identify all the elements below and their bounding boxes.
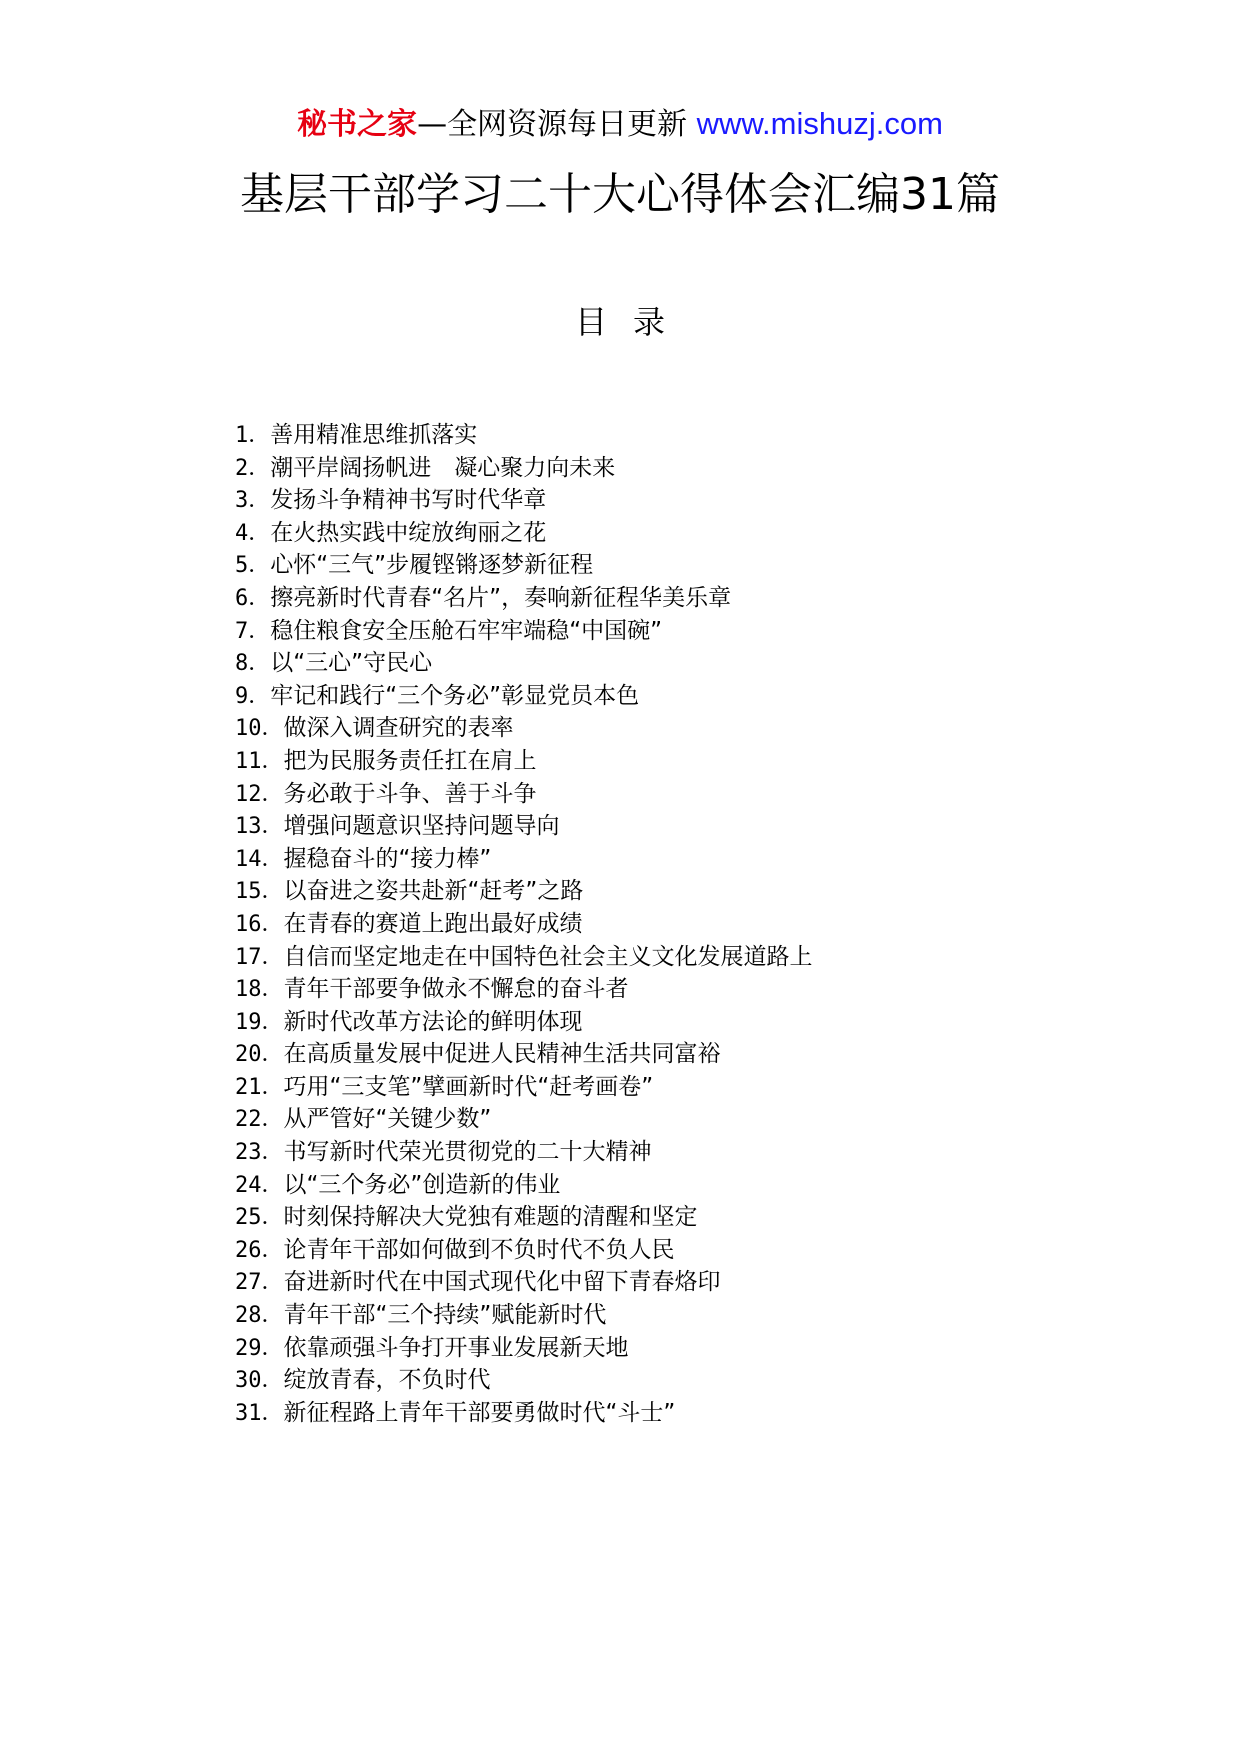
toc-item-title: 时刻保持解决大党独有难题的清醒和坚定 bbox=[283, 1204, 698, 1231]
toc-item-number: 5． bbox=[235, 553, 271, 579]
toc-item-title: 握稳奋斗的“接力棒” bbox=[283, 845, 492, 872]
toc-item bbox=[235, 908, 813, 941]
toc-item-title: 新时代改革方法论的鲜明体现 bbox=[283, 1008, 583, 1035]
toc-item-title: 在高质量发展中促进人民精神生活共同富裕 bbox=[283, 1041, 721, 1068]
toc-item-title: 务必敢于斗争、善于斗争 bbox=[283, 780, 537, 807]
toc-item bbox=[235, 582, 813, 615]
toc-heading: 目录 bbox=[574, 303, 691, 341]
toc-item bbox=[235, 1103, 813, 1136]
site-brand: 秘书之家 bbox=[297, 107, 418, 142]
toc-item-title: 在火热实践中绽放绚丽之花 bbox=[270, 519, 547, 546]
toc-item-title: 心怀“三气”步履铿锵逐梦新征程 bbox=[270, 552, 594, 579]
toc-item-number: 31． bbox=[235, 1400, 284, 1426]
toc-item-title: 以奋进之姿共赴新“赶考”之路 bbox=[283, 878, 584, 905]
toc-item-title: 潮平岸阔扬帆进 凝心聚力向未来 bbox=[270, 454, 616, 481]
toc-item bbox=[235, 778, 813, 811]
toc-item bbox=[235, 419, 813, 452]
toc-item-number: 26． bbox=[235, 1237, 284, 1263]
toc-item-number: 16． bbox=[235, 911, 284, 937]
toc-item-number: 9． bbox=[235, 683, 271, 709]
toc-item-title: 以“三个务必”创造新的伟业 bbox=[283, 1171, 561, 1198]
toc-item bbox=[235, 1234, 813, 1267]
toc-item-number: 24． bbox=[235, 1172, 284, 1198]
toc-item bbox=[235, 810, 813, 843]
toc-item bbox=[235, 1201, 813, 1234]
toc-item-title: 牢记和践行“三个务必”彰显党员本色 bbox=[270, 682, 640, 709]
toc-item-title: 青年干部要争做永不懈怠的奋斗者 bbox=[283, 976, 629, 1003]
toc-item-number: 7． bbox=[235, 618, 271, 644]
toc-item-title: 绽放青春，不负时代 bbox=[283, 1367, 491, 1394]
toc-item-number: 21． bbox=[235, 1074, 284, 1100]
toc-item bbox=[235, 712, 813, 745]
toc-item-title: 擦亮新时代青春“名片”，奏响新征程华美乐章 bbox=[270, 584, 732, 611]
toc-item-number: 14． bbox=[235, 846, 284, 872]
toc-item-number: 30． bbox=[235, 1368, 284, 1394]
toc-item bbox=[235, 875, 813, 908]
toc-item-number: 23． bbox=[235, 1140, 284, 1166]
toc-item-number: 18． bbox=[235, 977, 284, 1003]
toc-item-number: 10． bbox=[235, 716, 284, 742]
toc-item bbox=[235, 1266, 813, 1299]
toc-item bbox=[235, 615, 813, 648]
toc-item-title: 发扬斗争精神书写时代华章 bbox=[270, 487, 547, 514]
site-header bbox=[0, 102, 1240, 147]
toc-item bbox=[235, 1038, 813, 1071]
toc-item-title: 增强问题意识坚持问题导向 bbox=[283, 813, 560, 840]
toc-item-title: 依靠顽强斗争打开事业发展新天地 bbox=[283, 1334, 629, 1361]
toc-item-title: 从严管好“关键少数” bbox=[283, 1106, 492, 1133]
document-title: 基层干部学习二十大心得体会汇编31篇 bbox=[240, 169, 1000, 220]
toc-item-number: 1． bbox=[235, 423, 271, 448]
toc-item-title: 把为民服务责任扛在肩上 bbox=[283, 747, 537, 774]
toc-item-title: 善用精准思维抓落实 bbox=[270, 422, 478, 448]
toc-item bbox=[235, 1169, 813, 1202]
toc-item-title: 自信而坚定地走在中国特色社会主义文化发展道路上 bbox=[283, 943, 813, 970]
toc-item-number: 12． bbox=[235, 781, 284, 807]
toc-item-title: 青年干部“三个持续”赋能新时代 bbox=[283, 1302, 607, 1329]
toc-item-title: 奋进新时代在中国式现代化中留下青春烙印 bbox=[283, 1269, 721, 1296]
toc-item-number: 25． bbox=[235, 1205, 284, 1231]
toc-item bbox=[235, 549, 813, 582]
toc-item-number: 11． bbox=[235, 748, 284, 774]
toc-item bbox=[235, 1299, 813, 1332]
toc-item-title: 稳住粮食安全压舱石牢牢端稳“中国碗” bbox=[270, 617, 663, 644]
toc-item-number: 19． bbox=[235, 1009, 284, 1035]
toc-item bbox=[235, 1006, 813, 1039]
toc-item bbox=[235, 647, 813, 680]
toc-item-number: 20． bbox=[235, 1042, 284, 1068]
toc-item bbox=[235, 1364, 813, 1397]
toc-item bbox=[235, 517, 813, 550]
toc-item bbox=[235, 680, 813, 713]
toc-item-number: 6． bbox=[235, 585, 271, 611]
toc-item bbox=[235, 973, 813, 1006]
toc-item bbox=[235, 484, 813, 517]
toc-item-title: 巧用“三支笔”擘画新时代“赶考画卷” bbox=[283, 1073, 654, 1100]
toc-item-number: 4． bbox=[235, 520, 271, 546]
toc-item-number: 28． bbox=[235, 1303, 284, 1329]
toc-item-number: 8． bbox=[235, 651, 271, 677]
toc-item bbox=[235, 843, 813, 876]
toc-item-title: 在青春的赛道上跑出最好成绩 bbox=[283, 910, 583, 937]
site-slogan: —全网资源每日更新 bbox=[417, 107, 688, 142]
toc-item-number: 13． bbox=[235, 814, 284, 840]
toc-item-number: 29． bbox=[235, 1335, 284, 1361]
toc-item-title: 以“三心”守民心 bbox=[270, 650, 433, 677]
toc-item-number: 17． bbox=[235, 944, 284, 970]
toc-item bbox=[235, 1397, 813, 1430]
toc-item bbox=[235, 452, 813, 485]
toc-item-title: 新征程路上青年干部要勇做时代“斗士” bbox=[283, 1399, 676, 1426]
toc-item-number: 15． bbox=[235, 879, 284, 905]
toc-item-number: 3． bbox=[235, 488, 271, 514]
toc-item bbox=[235, 745, 813, 778]
toc-item bbox=[235, 1136, 813, 1169]
toc-item-title: 书写新时代荣光贯彻党的二十大精神 bbox=[283, 1139, 652, 1166]
site-url-link[interactable]: www.mishuzj.com bbox=[696, 106, 943, 141]
toc-item-title: 做深入调查研究的表率 bbox=[283, 715, 514, 742]
toc-item bbox=[235, 1332, 813, 1365]
toc-item-number: 27． bbox=[235, 1270, 284, 1296]
toc-item-number: 2． bbox=[235, 455, 271, 481]
toc-item bbox=[235, 941, 813, 974]
table-of-contents bbox=[235, 419, 813, 1429]
toc-item-number: 22． bbox=[235, 1107, 284, 1133]
toc-item-title: 论青年干部如何做到不负时代不负人民 bbox=[283, 1236, 675, 1263]
toc-item bbox=[235, 1071, 813, 1104]
